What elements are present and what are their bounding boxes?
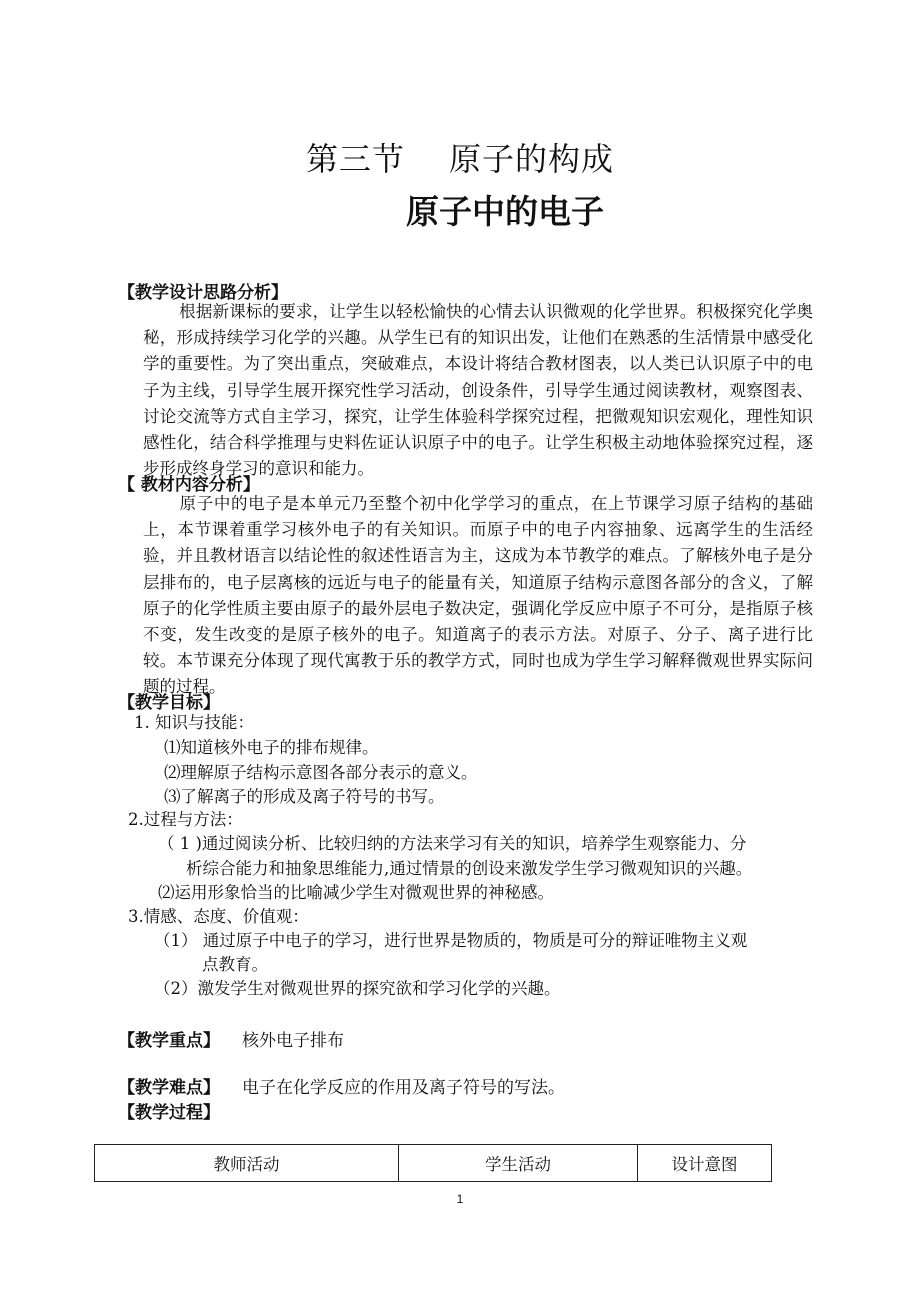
goal-process: 2.过程与方法： [128, 810, 243, 829]
key-point-value: 核外电子排布 [242, 1031, 344, 1051]
content-analysis-heading: 【 教材内容分析】 [118, 475, 260, 495]
section-name: 原子的构成 [449, 140, 615, 178]
goal-values: 3.情感、态度、价值观： [128, 907, 309, 926]
objectives-heading: 【教学目标】 [118, 693, 220, 713]
goal-knowledge-2: ⑵理解原子结构示意图各部分表示的意义。 [164, 763, 478, 782]
goal-values-1a: （1） 通过原子中电子的学习，进行世界是物质的，物质是可分的辩证唯物主义观 [154, 931, 748, 950]
difficulty-row [118, 1073, 565, 1098]
key-point-row [118, 1026, 344, 1051]
goal-knowledge-3: ⑶了解离子的形成及离子符号的书写。 [164, 787, 445, 806]
column-teacher-activity: 教师活动 [95, 1145, 399, 1182]
design-analysis-heading: 【教学设计思路分析】 [118, 283, 288, 303]
lesson-title: 原子中的电子 [406, 192, 604, 231]
process-table [94, 1144, 772, 1182]
key-point-label: 【教学重点】 [118, 1031, 220, 1051]
goal-process-1a: （ 1 )通过阅读分析、比较归纳的方法来学习有关的知识，培养学生观察能力、分 [158, 834, 747, 853]
content-analysis-text: 原子中的电子是本单元乃至整个初中化学学习的重点，在上节课学习原子结构的基础上，本节课着重学习核外电子的有关知识。而原子中的电子内容抽象、远离学生的生活经验，并且教材语言以结论性的叙述性语言为主，这成为本节教学的难点。了解核外电子是分层排布的，电子层离核的远近与电子的能量有关，知道原子结构示意图各部分的含义，了解原子的化学性质主要由原子的最外层电子数决定，强调化学反应中原子不可分，是指原子核不变，发生改变的是原子核外的电子。知道离子的表示方法。对原子、分子、离子进行比较。本节课充分体现了现代寓教于乐的教学方式，同时也成为学生学习解释微观世界实际问题的过程。 [143, 494, 813, 697]
table-header-row [95, 1145, 772, 1182]
goal-values-1b: 点教育。 [202, 955, 268, 974]
goal-knowledge-1: ⑴知道核外电子的排布规律。 [164, 738, 379, 757]
process-heading: 【教学过程】 [118, 1103, 220, 1123]
column-design-intent: 设计意图 [638, 1145, 772, 1182]
difficulty-label: 【教学难点】 [118, 1078, 220, 1098]
column-student-activity: 学生活动 [399, 1145, 638, 1182]
goal-process-1b: 析综合能力和抽象思维能力,通过情景的创设来激发学生学习微观知识的兴趣。 [186, 859, 753, 878]
goal-process-2: ⑵运用形象恰当的比喻减少学生对微观世界的神秘感。 [158, 883, 554, 902]
difficulty-value: 电子在化学反应的作用及离子符号的写法。 [242, 1078, 565, 1098]
section-title [0, 134, 920, 180]
goal-values-2: （2）激发学生对微观世界的探究欲和学习化学的兴趣。 [154, 979, 561, 998]
goal-knowledge: 1. 知识与技能： [134, 713, 254, 732]
page-number: 1 [456, 1192, 464, 1206]
design-analysis-text: 根据新课标的要求，让学生以轻松愉快的心情去认识微观的化学世界。积极探究化学奥秘，形成持续学习化学的兴趣。从学生已有的知识出发，让他们在熟悉的生活情景中感受化学的重要性。为了突出重点，突破难点，本设计将结合教材图表，以人类已认识原子中的电子为主线，引导学生展开探究性学习活动，创设条件，引导学生通过阅读教材，观察图表、讨论交流等方式自主学习，探究，让学生体验科学探究过程，把微观知识宏观化，理性知识感性化，结合科学推理与史料佐证认识原子中的电子。让学生积极主动地体验探究过程，逐步形成终身学习的意识和能力。 [143, 302, 813, 479]
section-number: 第三节 [305, 140, 405, 178]
